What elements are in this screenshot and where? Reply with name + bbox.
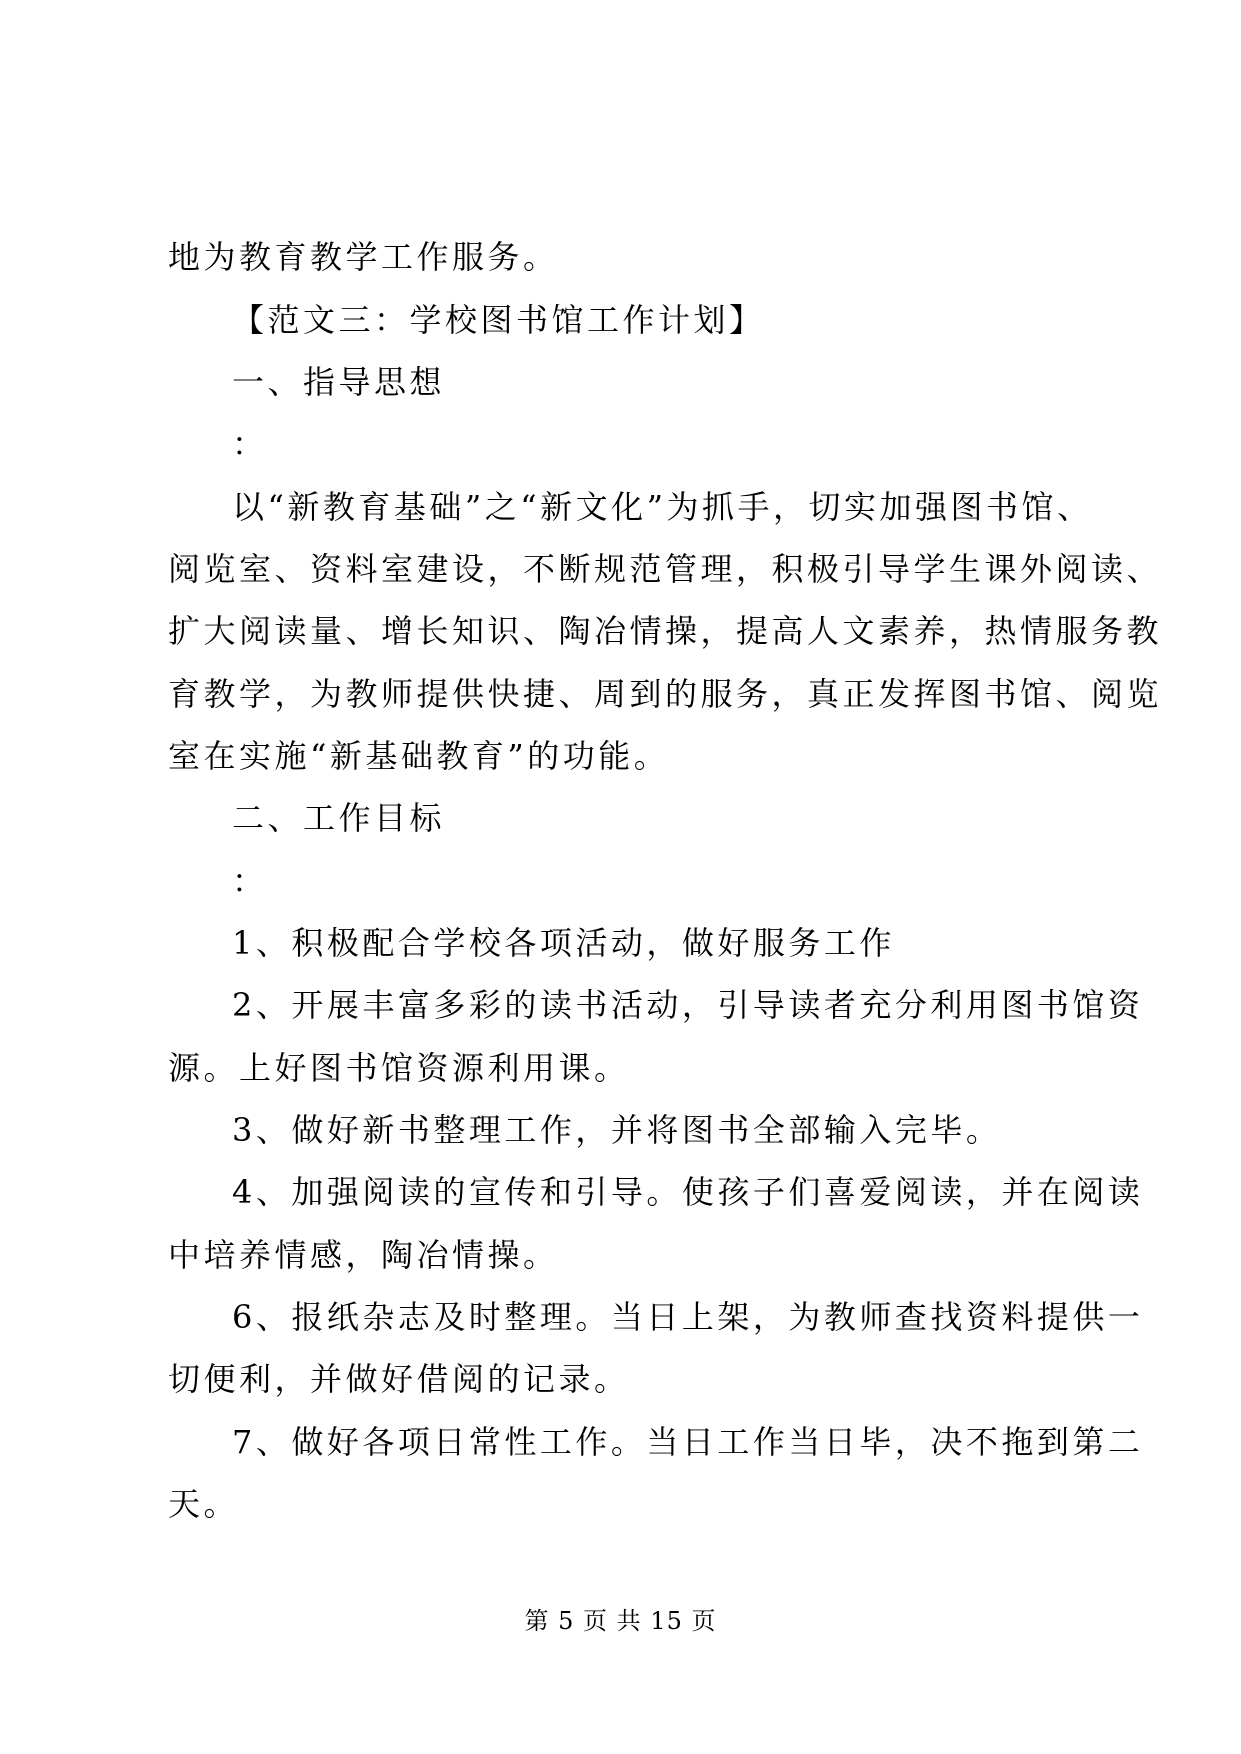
paragraph-line: 室在实施“新基础教育”的功能。 [168,737,670,775]
paragraph-line: 育教学，为教师提供快捷、周到的服务，真正发挥图书馆、阅览 [168,675,1163,713]
text-line: 地为教育教学工作服务。 [168,238,559,276]
paragraph-line: 扩大阅读量、增长知识、陶冶情操，提高人文素养，热情服务教 [168,612,1163,650]
list-item: 4、加强阅读的宣传和引导。使孩子们喜爱阅读，并在阅读 [232,1173,1144,1211]
list-item: 2、开展丰富多彩的读书活动，引导读者充分利用图书馆资 [232,986,1144,1024]
page-footer: 第 5 页 共 15 页 [524,1607,717,1635]
section-title: 【范文三：学校图书馆工作计划】 [232,301,765,339]
list-item: 3、做好新书整理工作，并将图书全部输入完毕。 [232,1111,1002,1149]
text-line: ： [232,862,268,900]
list-item: 6、报纸杂志及时整理。当日上架，为教师查找资料提供一 [232,1298,1144,1336]
paragraph-line: 以“新教育基础”之“新文化”为抓手，切实加强图书馆、 [232,488,1093,526]
heading-guiding-ideology: 一、指导思想 [232,363,446,401]
list-item-continuation: 切便利，并做好借阅的记录。 [168,1360,630,1398]
text-line: ： [232,425,268,463]
list-item: 7、做好各项日常性工作。当日工作当日毕，决不拖到第二 [232,1423,1144,1461]
list-item-continuation: 源。上好图书馆资源利用课。 [168,1049,630,1087]
heading-work-goals: 二、工作目标 [232,799,446,837]
list-item-continuation: 中培养情感，陶冶情操。 [168,1236,559,1274]
list-item-continuation: 天。 [168,1485,240,1523]
list-item: 1、积极配合学校各项活动，做好服务工作 [232,924,895,962]
paragraph-line: 阅览室、资料室建设，不断规范管理，积极引导学生课外阅读、 [168,550,1163,588]
